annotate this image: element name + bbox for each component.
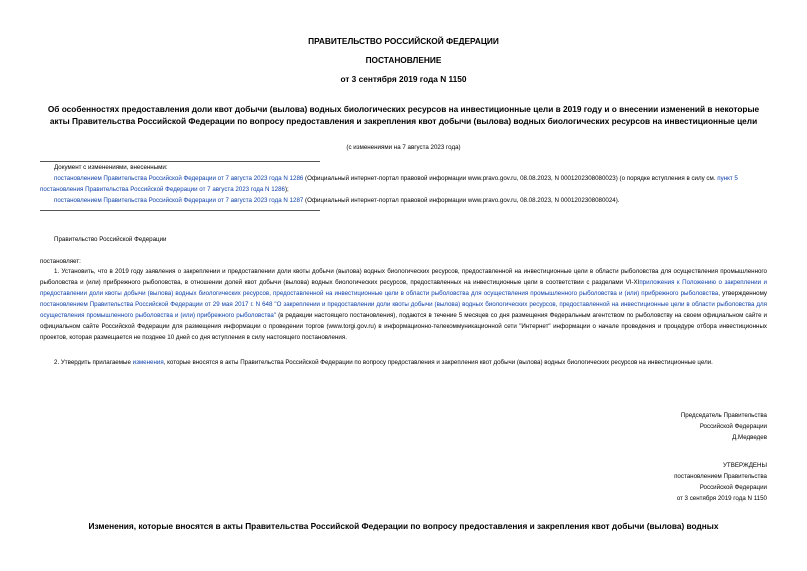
p1-link-appendix[interactable]: приложения к Положению о закреплении и предоставлении доли квоты добычи (вылова) водных биологических ресурсов, предоставленной на инвестиционные цели в области рыболовства для осуществления промышленного рыболовства и (или) прибрежного рыболовства	[40, 279, 767, 297]
change-link-1286-p5[interactable]: пункт 5 постановления Правительства Российской Федерации от 7 августа 2023 года N 1286	[40, 175, 738, 193]
paragraph-1	[40, 266, 767, 343]
org-heading: ПРАВИТЕЛЬСТВО РОССИЙСКОЙ ФЕДЕРАЦИИ	[308, 36, 499, 46]
change-link-1287[interactable]: постановлением Правительства Российской Федерации от 7 августа 2023 года N 1287	[54, 197, 304, 204]
signature-line-1: Председатель Правительства	[680, 412, 767, 419]
document-subject: Об особенностях предоставления доли квот добычи (вылова) водных биологических ресурсов на инвестиционные цели в 2019 году и о внесении изменений в некоторые акты Правительства Российской Федерации по вопросу предоставления и закрепления квот добычи (вылова) водных биологических ресурсов на инвестиционные цели	[47, 104, 760, 126]
change-link-1286[interactable]: постановлением Правительства Российской Федерации от 7 августа 2023 года N 1286	[54, 175, 304, 182]
p2-text-a: 2. Утвердить прилагаемые	[54, 359, 133, 366]
signature-line-3: Д.Медведев	[732, 434, 767, 441]
signature-block	[681, 410, 767, 443]
signature-line-2: Российской Федерации	[699, 423, 767, 430]
changes-item-2	[40, 195, 767, 206]
p2-text-b: , которые вносятся в акты Правительства Российской Федерации по вопросу предоставления и закрепления квот добычи (вылова) водных биологических ресурсов на инвестиционные цели.	[163, 359, 713, 366]
p1-text-c: (в редакции настоящего постановления), подаются в течение 5 месяцев со дня размещения Федеральным агентством по рыболовству на своем официальном сайте и официальном сайте Российской Федерации для размещения информации о проведении торгов (www.torgi.gov.ru) в информационно-телекоммуникационной сети "Интернет" информации о начале проведения и процедуре отбора инвестиционных проектов, которая размещается не позднее 10 дней со дня вступления в силу настоящего постановления.	[40, 312, 767, 341]
appendix-title: Изменения, которые вносятся в акты Правительства Российской Федерации по вопросу предоставления и закрепления квот добычи (вылова) водных	[88, 521, 719, 531]
p1-text-a: 1. Установить, что в 2019 году заявления о закреплении и предоставлении доли квоты добычи (вылова) водных биологических ресурсов, предоставленной на инвестиционные цели в области рыболовства для осуществления промышленного рыболовства и (или) прибрежного рыболовства, в отношении долей квот добычи (вылова) водных биологических ресурсов, предоставленных на инвестиционные цели в соответствии с разделами VI-XI	[40, 268, 767, 286]
changes-intro: Документ с изменениями, внесенными:	[54, 164, 168, 171]
changes-item-1	[40, 173, 767, 195]
p1-link-648[interactable]: постановлением Правительства Российской Федерации от 29 мая 2017 г. N 648 "О закреплении и предоставлении доли квоты добычи (вылова) водных биологических ресурсов, предоставленной на инвестиционные цели в области рыболовства для осуществления промышленного рыболовства и (или) прибрежного рыболовства"	[40, 301, 767, 319]
change-text-1286: (Официальный интернет-портал правовой информации www.pravo.gov.ru, 08.08.2023, N 0001202308080023) (о порядке вступления в силу см.	[303, 175, 718, 182]
change-text-1287: (Официальный интернет-портал правовой информации www.pravo.gov.ru, 08.08.2023, N 0001202308080024).	[303, 197, 620, 204]
resolves-word: постановляет:	[40, 258, 81, 265]
p2-link-changes[interactable]: изменения	[132, 359, 164, 366]
date-number-heading: от 3 сентября 2019 года N 1150	[340, 74, 467, 84]
doc-type-heading: ПОСТАНОВЛЕНИЕ	[365, 55, 442, 65]
approved-line-1: УТВЕРЖДЕНЫ	[723, 462, 767, 469]
approved-line-4: от 3 сентября 2019 года N 1150	[676, 495, 767, 502]
divider-bottom	[40, 210, 320, 211]
approved-line-3: Российской Федерации	[699, 484, 767, 491]
approved-line-2: постановлением Правительства	[674, 473, 767, 480]
edition-note: (с изменениями на 7 августа 2023 года)	[346, 144, 461, 151]
change-end-1286: );	[284, 186, 289, 193]
paragraph-2	[40, 357, 767, 368]
government-name: Правительство Российской Федерации	[54, 236, 167, 243]
approved-block	[674, 460, 767, 504]
changes-block	[40, 162, 767, 206]
p1-text-b: , утвержденному	[718, 290, 767, 297]
